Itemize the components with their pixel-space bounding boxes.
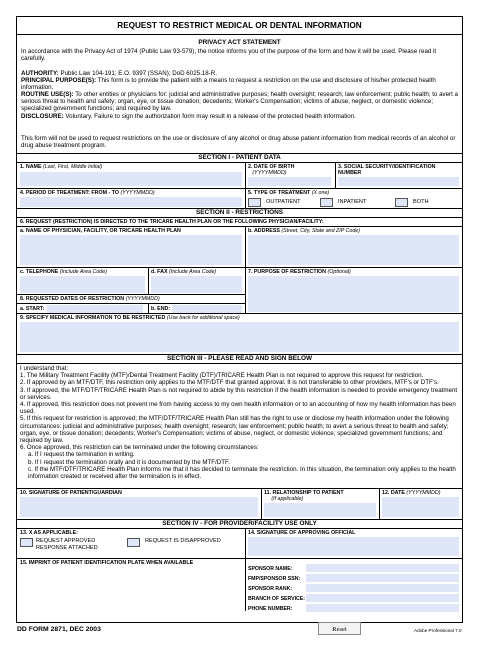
- approving-signature-field[interactable]: [248, 537, 459, 556]
- q6d-label: d. FAX (Include Area Code): [151, 269, 217, 275]
- disclosure-label: DISCLOSURE:: [21, 112, 64, 120]
- form: [16, 16, 463, 623]
- section4-heading: SECTION IV - FOR PROVIDER/FACILITY USE ONLY: [162, 520, 317, 527]
- form-number: DD FORM 2871, DEC 2003: [17, 626, 101, 633]
- q9-label: 9. SPECIFY MEDICAL INFORMATION TO BE RESTRICTED (Use back for additional space): [20, 315, 240, 321]
- disclosure-text: Voluntary. Failure to sign the authorization form may result in a release of the protected health information.: [65, 112, 356, 120]
- privacy-intro: In accordance with the Privacy Act of 1974 (Public Law 93-579), the notice informs you of the purpose of the form and how it will be used. Please read it carefully.: [21, 48, 437, 63]
- name-label: 1. NAME (Last, First, Middle Initial): [20, 164, 103, 170]
- fax-field[interactable]: [151, 276, 242, 293]
- form-title: REQUEST TO RESTRICT MEDICAL OR DENTAL INFORMATION: [17, 17, 462, 35]
- type-label: 5. TYPE OF TREATMENT (X one): [248, 190, 330, 196]
- q15-label: 15. IMPRINT OF PATIENT IDENTIFICATION PLATE WHEN AVAILABLE: [20, 560, 194, 566]
- start-date-field[interactable]: [47, 305, 143, 313]
- purpose-text: This form is to provide the patient with a means to request a restriction on the use and disclosure of his/her protected health information.: [21, 77, 436, 92]
- sponsor-ssn-label: FMP/SPONSOR SSN:: [248, 576, 301, 582]
- both-label: BOTH: [413, 199, 429, 205]
- period-field[interactable]: [20, 197, 242, 207]
- understand-item-1: 1. The Military Treatment Facility (MTF)/Dental Treatment Facility (DTF)/TRICARE Health Plan is not required to approve this request for restriction.: [20, 372, 424, 380]
- branch-field[interactable]: [306, 594, 459, 602]
- disapproved-checkbox[interactable]: [127, 538, 140, 547]
- sponsor-rank-field[interactable]: [306, 584, 459, 592]
- understand-item-5: 5. If this request for restriction is approved; the MTF/DTF/TRICARE Health Plan still has the right to use or disclose my health information under the following circumstances: judicial and administrative purposes; health oversight; research; law enforcement; public health; to avert a serious threat to health and safety; organ, eye, or tissue donation; decedents; Worker's Compensation; victims of abuse, neglect, or domestic violence; specialized government functions; and required by law.: [20, 415, 449, 445]
- facility-name-field[interactable]: [20, 235, 242, 265]
- q13-label: 13. X AS APPLICABLE:: [20, 530, 78, 536]
- period-label: 4. PERIOD OF TREATMENT: FROM - TO (YYYYMMDD): [20, 190, 155, 196]
- understand-item-4: 4. If approved, this restriction does not prevent me from having access to my own health information or to an accounting of how my health information has been used.: [20, 401, 456, 416]
- q8-label: 8. REQUESTED DATES OF RESTRICTION (YYYYMMDD): [20, 296, 160, 302]
- purpose-label: PRINCIPAL PURPOSE(S):: [21, 77, 97, 85]
- telephone-field[interactable]: [20, 276, 145, 293]
- dob-label: 2. DATE OF BIRTH (YYYYMMDD): [248, 164, 295, 176]
- dob-field[interactable]: [248, 177, 331, 186]
- relationship-field[interactable]: [264, 503, 376, 517]
- q7-label: 7. PURPOSE OF RESTRICTION (Optional): [248, 269, 351, 275]
- start-label: a. START:: [20, 306, 45, 312]
- response-attached-label: RESPONSE ATTACHED: [36, 545, 98, 551]
- sponsor-name-field[interactable]: [306, 564, 459, 572]
- branch-label: BRANCH OF SERVICE:: [248, 596, 305, 602]
- authority-text: Public Law 104-191; E.O. 9397 (SSAN); DoD 6025.18-R.: [60, 70, 217, 77]
- termination-a: a. If I request the termination in writing.: [28, 451, 135, 459]
- routine-text: To other entities or physicians for: judicial and administrative purposes; health oversight; research; law enforcement; public health; to avert a serious threat to health and safety; organ, eye, or tissue donation; decedents; Worker's Compensation; victims of abuse, neglect, or domestic violence; specialized government functions; and required by law.: [21, 91, 458, 113]
- termination-c: c. If the MTF/DTF/TRICARE Health Plan informs me that it has decided to terminate the restriction. In this situation, the termination only applies to the health information created or received after the termination is in effect.: [28, 465, 456, 481]
- q6b-label: b. ADDRESS (Street, City, State and ZIP Code): [248, 228, 360, 234]
- q6-label: 6. REQUEST (RESTRICTION) IS DIRECTED TO THE TRICARE HEALTH PLAN OR THE FOLLOWING PHYSICIAN/FACILITY:: [20, 219, 324, 225]
- approved-label: REQUEST APPROVED: [36, 538, 96, 544]
- q6c-label: c. TELEPHONE (Include Area Code): [20, 269, 107, 275]
- phone-field[interactable]: [306, 604, 459, 612]
- section3-heading: SECTION III - PLEASE READ AND SIGN BELOW: [167, 355, 312, 362]
- termination-b: b. If I request the termination orally and it is documented by the MTF/DTF.: [28, 458, 230, 466]
- purpose-field[interactable]: [248, 276, 459, 312]
- understand-item-3: 3. If approved, the MTF/DTF/TRICARE Health Plan is not required to abide by this restriction if the health information is needed to provide emergency treatment or services.: [20, 386, 458, 401]
- reset-button[interactable]: Reset: [318, 622, 361, 635]
- ssn-label: 3. SOCIAL SECURITY/IDENTIFICATION NUMBER: [338, 164, 436, 176]
- sponsor-ssn-field[interactable]: [306, 574, 459, 582]
- signature-date-field[interactable]: [382, 497, 459, 517]
- q11-label: 11. RELATIONSHIP TO PATIENT (If applicable): [264, 490, 344, 502]
- inpatient-checkbox[interactable]: [320, 198, 333, 207]
- section1-heading: SECTION I - PATIENT DATA: [198, 154, 281, 161]
- outpatient-checkbox[interactable]: [248, 198, 261, 207]
- patient-signature-field[interactable]: [20, 497, 258, 517]
- q14-label: 14. SIGNATURE OF APPROVING OFFICIAL: [248, 530, 356, 536]
- routine-label: ROUTINE USE(S):: [21, 91, 74, 99]
- outpatient-label: OUTPATIENT: [266, 199, 301, 205]
- address-field[interactable]: [248, 235, 459, 265]
- software-version: Adobe Professional 7.0: [414, 628, 462, 633]
- privacy-note: This form will not be used to request restrictions on the use or disclosure of any alcohol or drug abuse patient information from medical records of an alcohol or drug abuse treatment program.: [21, 135, 456, 150]
- q10-label: 10. SIGNATURE OF PATIENT/GUARDIAN: [20, 490, 122, 496]
- q6a-label: a. NAME OF PHYSICIAN, FACILITY, OR TRICARE HEALTH PLAN: [20, 228, 181, 234]
- privacy-body: [21, 70, 458, 120]
- understand-item-2: 2. If approved by an MTF/DTF, this restriction only applies to the MTF/DTF that granted approval. It is not transferable to other providers, MTF's or DTF's.: [20, 379, 439, 387]
- authority-label: AUTHORITY:: [21, 70, 59, 77]
- sponsor-name-label: SPONSOR NAME:: [248, 566, 293, 572]
- restricted-info-field[interactable]: [20, 322, 459, 352]
- end-date-field[interactable]: [172, 305, 242, 313]
- inpatient-label: INPATIENT: [338, 199, 367, 205]
- disapproved-label: REQUEST IS DISAPPROVED: [145, 538, 221, 544]
- both-checkbox[interactable]: [395, 198, 408, 207]
- phone-label: PHONE NUMBER:: [248, 606, 293, 612]
- q12-label: 12. DATE (YYYYMMDD): [382, 490, 441, 496]
- section3-text: I understand that: 1. The Military Treatment Facility (MTF)/Dental Treatment Facility (DTF)/TRICARE Health Plan is not required to approve this request for restriction. 2. If approved by an MTF/DTF, this restriction only applies to the MTF/DTF that granted approval. It is not transferable to other providers, MTF's or DTF's. 3. If approved, the MTF/DTF/TRICARE Health Plan is not required to abide by this restriction if the health information is needed to provide emergency treatment or services. 4. If approved, this restriction does not prevent me from having access to my own health information or to an accounting of how my health information has been used. 5. If this request for restriction is approved; the MTF/DTF/TRICARE Health Plan still has the right to use or disclose my health information under the following circumstances: judicial and administrative purposes; health oversight; research; law enforcement; public health; to avert a serious threat to health and safety; organ, eye, or tissue donation; decedents; Worker's Compensation; victims of abuse, neglect, or domestic violence; specialized government functions; and required by law. 6. Once approved, this restriction can be terminated under the following circumstances: a. If I request the termination in writing. b. If I request the termination orally and it is documented by the MTF/DTF. c. If the MTF/DTF/TRICARE Health Plan informs me that it has decided to terminate the restriction. In this situation, the termination only applies to the health information created or received after the termination is in effect.: [20, 365, 460, 480]
- understand-item-6: 6. Once approved, this restriction can be terminated under the following circumstances:: [20, 444, 259, 452]
- name-field[interactable]: [20, 172, 242, 186]
- ssn-field[interactable]: [338, 177, 459, 186]
- privacy-heading: PRIVACY ACT STATEMENT: [198, 39, 281, 46]
- section2-heading: SECTION II - RESTRICTIONS: [196, 209, 283, 216]
- end-label: b. END:: [151, 306, 171, 312]
- approved-checkbox[interactable]: [20, 538, 33, 547]
- sponsor-rank-label: SPONSOR RANK:: [248, 586, 293, 592]
